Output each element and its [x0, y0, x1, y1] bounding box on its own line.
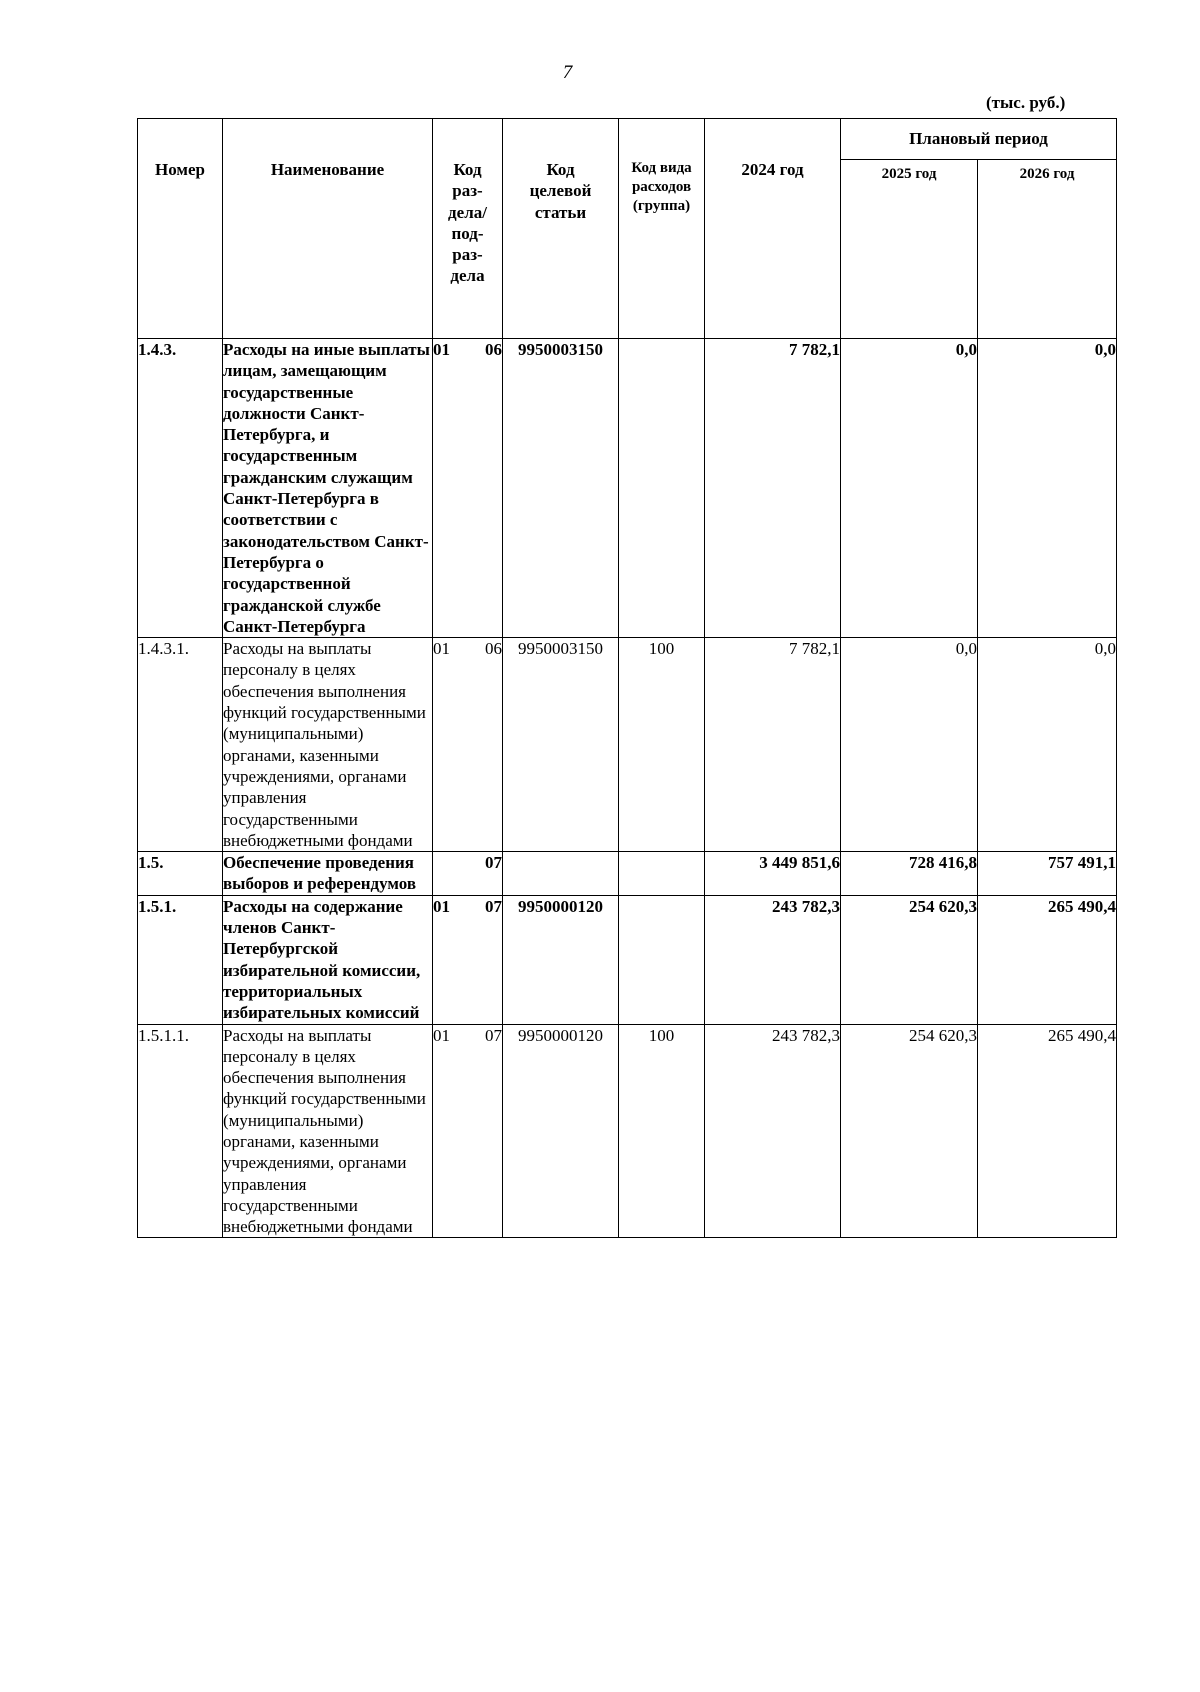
page-number: 7	[562, 62, 573, 83]
subsection: 07	[485, 1025, 502, 1045]
units-label: (тыс. руб.)	[986, 93, 1066, 112]
row-number: 1.4.3.1.	[138, 638, 223, 852]
section: 01	[433, 340, 450, 359]
header-target-code: Код целевой статьи	[503, 119, 619, 339]
row-target-code: 9950003150	[503, 638, 619, 852]
row-amount-2026: 0,0	[978, 339, 1117, 638]
section: 01	[433, 896, 450, 916]
budget-table	[137, 118, 1117, 1238]
row-number: 1.5.1.1.	[138, 1024, 223, 1238]
table-row	[138, 852, 1117, 896]
table-row	[138, 339, 1117, 638]
row-expense-type	[619, 852, 705, 896]
subsection: 06	[485, 340, 502, 359]
row-name: Расходы на содержание членов Санкт-Петербургской избирательной комиссии, территориальных избирательных комиссий	[223, 895, 433, 1024]
row-target-code	[503, 852, 619, 896]
row-amount-2025: 0,0	[841, 339, 978, 638]
header-2026: 2026 год	[978, 160, 1117, 339]
row-expense-type: 100	[619, 1024, 705, 1238]
row-amount-2026: 265 490,4	[978, 895, 1117, 1024]
subsection: 07	[485, 896, 502, 916]
section: 01	[433, 639, 450, 659]
header-section-code: Код раз- дела/ под- раз- дела	[433, 119, 503, 339]
row-amount-2024: 3 449 851,6	[705, 852, 841, 896]
row-section-code	[433, 638, 503, 852]
row-target-code: 9950000120	[503, 895, 619, 1024]
subsection: 07	[485, 853, 502, 873]
row-amount-2024: 243 782,3	[705, 895, 841, 1024]
row-amount-2026: 757 491,1	[978, 852, 1117, 896]
row-section-code	[433, 895, 503, 1024]
header-planned-period: Плановый период	[841, 119, 1117, 160]
row-expense-type	[619, 895, 705, 1024]
header-number: Номер	[138, 119, 223, 339]
row-target-code: 9950000120	[503, 1024, 619, 1238]
table-row	[138, 895, 1117, 1024]
row-name: Обеспечение проведения выборов и референдумов	[223, 852, 433, 896]
row-number: 1.4.3.	[138, 339, 223, 638]
row-amount-2026: 265 490,4	[978, 1024, 1117, 1238]
subsection: 06	[485, 639, 502, 659]
row-expense-type: 100	[619, 638, 705, 852]
row-name: Расходы на иные выплаты лицам, замещающим государственные должности Санкт-Петербурга, и государственным гражданским служащим Санкт-Петербурга в соответствии с законодательством Санкт-Петербурга о государственной гражданской службе Санкт-Петербурга	[223, 339, 433, 638]
row-amount-2026: 0,0	[978, 638, 1117, 852]
table-row	[138, 1024, 1117, 1238]
table-row	[138, 638, 1117, 852]
row-name: Расходы на выплаты персоналу в целях обеспечения выполнения функций государственными (муниципальными) органами, казенными учреждениями, органами управления государственными внебюджетными фондами	[223, 638, 433, 852]
row-amount-2025: 0,0	[841, 638, 978, 852]
row-amount-2025: 254 620,3	[841, 895, 978, 1024]
section: 01	[433, 1025, 450, 1045]
row-amount-2024: 243 782,3	[705, 1024, 841, 1238]
row-section-code	[433, 339, 503, 638]
row-section-code	[433, 852, 503, 896]
row-number: 1.5.	[138, 852, 223, 896]
row-target-code: 9950003150	[503, 339, 619, 638]
row-expense-type	[619, 339, 705, 638]
header-name: Наименование	[223, 119, 433, 339]
row-amount-2025: 728 416,8	[841, 852, 978, 896]
table-body	[138, 339, 1117, 1238]
row-amount-2024: 7 782,1	[705, 339, 841, 638]
header-2025: 2025 год	[841, 160, 978, 339]
header-2024: 2024 год	[705, 119, 841, 339]
row-section-code	[433, 1024, 503, 1238]
row-amount-2024: 7 782,1	[705, 638, 841, 852]
row-amount-2025: 254 620,3	[841, 1024, 978, 1238]
row-name: Расходы на выплаты персоналу в целях обеспечения выполнения функций государственными (муниципальными) органами, казенными учреждениями, органами управления государственными внебюджетными фондами	[223, 1024, 433, 1238]
header-expense-type: Код вида расходов (группа)	[619, 119, 705, 339]
row-number: 1.5.1.	[138, 895, 223, 1024]
